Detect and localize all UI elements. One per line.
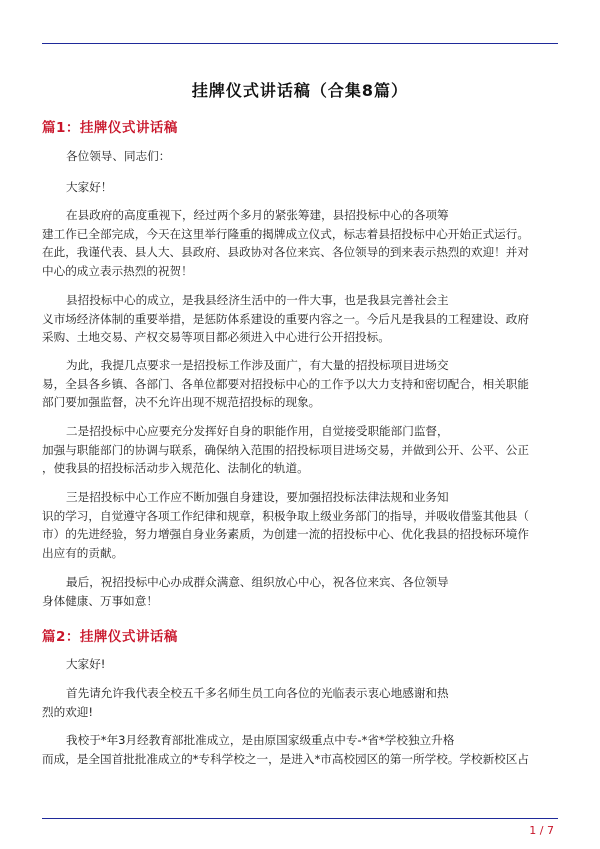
s1-paragraph-2: [42, 178, 558, 197]
s2-paragraph-1: [42, 655, 558, 674]
s1-paragraph-5: [42, 356, 558, 412]
header-rule: [42, 43, 558, 44]
s1-paragraph-6: [42, 422, 558, 478]
text-line: 烈的欢迎!: [42, 704, 94, 719]
footer-rule: [42, 818, 558, 819]
s2-paragraph-3: [42, 731, 558, 768]
text-line: ，使我县的招投标活动步入规范化、法制化的轨道。: [42, 461, 309, 475]
text-line: 首先请允许我代表全校五千多名师生员工向各位的光临表示衷心地感谢和热: [66, 686, 449, 700]
s1-paragraph-8: [42, 573, 558, 610]
page-indicator: 1 / 7: [529, 824, 554, 837]
document-title: 挂牌仪式讲话稿（合集8篇）: [191, 81, 409, 100]
text-line: 建工作已全部完成，今天在这里举行隆重的揭牌成立仪式，标志着县招投标中心开始正式运行。: [42, 226, 529, 241]
s1-paragraph-4: [42, 291, 558, 347]
text-line: 各位领导、同志们：: [66, 149, 171, 163]
text-line: 市）的先进经验，努力增强自身业务素质，为创建一流的招投标中心、优化我县的招投标环境作: [42, 527, 529, 541]
s1-paragraph-7: [42, 488, 558, 562]
s1-paragraph-1: [42, 147, 558, 166]
text-line: 身体健康、万事如意！: [42, 593, 158, 608]
text-line: 而成，是全国首批批准成立的*专科学校之一，是进入*市高校园区的第一所学校。学校新校区占: [42, 751, 529, 766]
text-line: 采购、土地交易、产权交易等项目都必须进入中心进行公开招投标。: [42, 330, 390, 344]
s1-paragraph-3: [42, 206, 558, 280]
text-line: 县招投标中心的成立，是我县经济生活中的一件大事，也是我县完善社会主: [66, 293, 449, 307]
text-line: 为此，我提几点要求一是招投标工作涉及面广，有大量的招投标项目进场交: [66, 358, 449, 372]
text-line: 部门要加强监督，决不允许出现不规范招投标的现象。: [42, 395, 321, 409]
text-line: 易，全县各乡镇、各部门、各单位都要对招投标中心的工作予以大力支持和密切配合，相关职能: [42, 376, 529, 391]
section-1-heading: 篇1：挂牌仪式讲话稿: [42, 120, 178, 136]
text-line: 三是招投标中心工作应不断加强自身建设，要加强招投标法律法规和业务知: [66, 490, 449, 504]
text-line: 出应有的贡献。: [42, 545, 124, 560]
text-line: 大家好!: [66, 657, 106, 671]
text-line: 在县政府的高度重视下，经过两个多月的紧张筹建，县招投标中心的各项筹: [66, 208, 449, 222]
section-2-heading: 篇2：挂牌仪式讲话稿: [42, 629, 178, 645]
s2-paragraph-2: [42, 684, 558, 721]
text-line: 识的学习，自觉遵守各项工作纪律和规章，积极争取上级业务部门的指导，并吸收借鉴其他县（: [42, 508, 529, 523]
text-line: 最后，祝招投标中心办成群众满意、组织放心中心，祝各位来宾、各位领导: [66, 575, 449, 589]
text-line: 义市场经济体制的重要举措，是惩防体系建设的重要内容之一。今后凡是我县的工程建设、政府: [42, 311, 529, 326]
text-line: 加强与职能部门的协调与联系，确保纳入范围的招投标项目进场交易，并做到公开、公平、公正: [42, 442, 529, 457]
text-line: 在此，我谨代表、县人大、县政府、县政协对各位来宾、各位领导的到来表示热烈的欢迎！并对: [42, 245, 529, 259]
text-line: 中心的成立表示热烈的祝贺！: [42, 263, 193, 278]
text-line: 大家好！: [66, 180, 113, 194]
text-line: 二是招投标中心应要充分发挥好自身的职能作用，自觉接受职能部门监督，: [66, 424, 449, 438]
text-line: 我校于*年3月经教育部批准成立，是由原国家级重点中专-*省*学校独立升格: [66, 733, 455, 747]
